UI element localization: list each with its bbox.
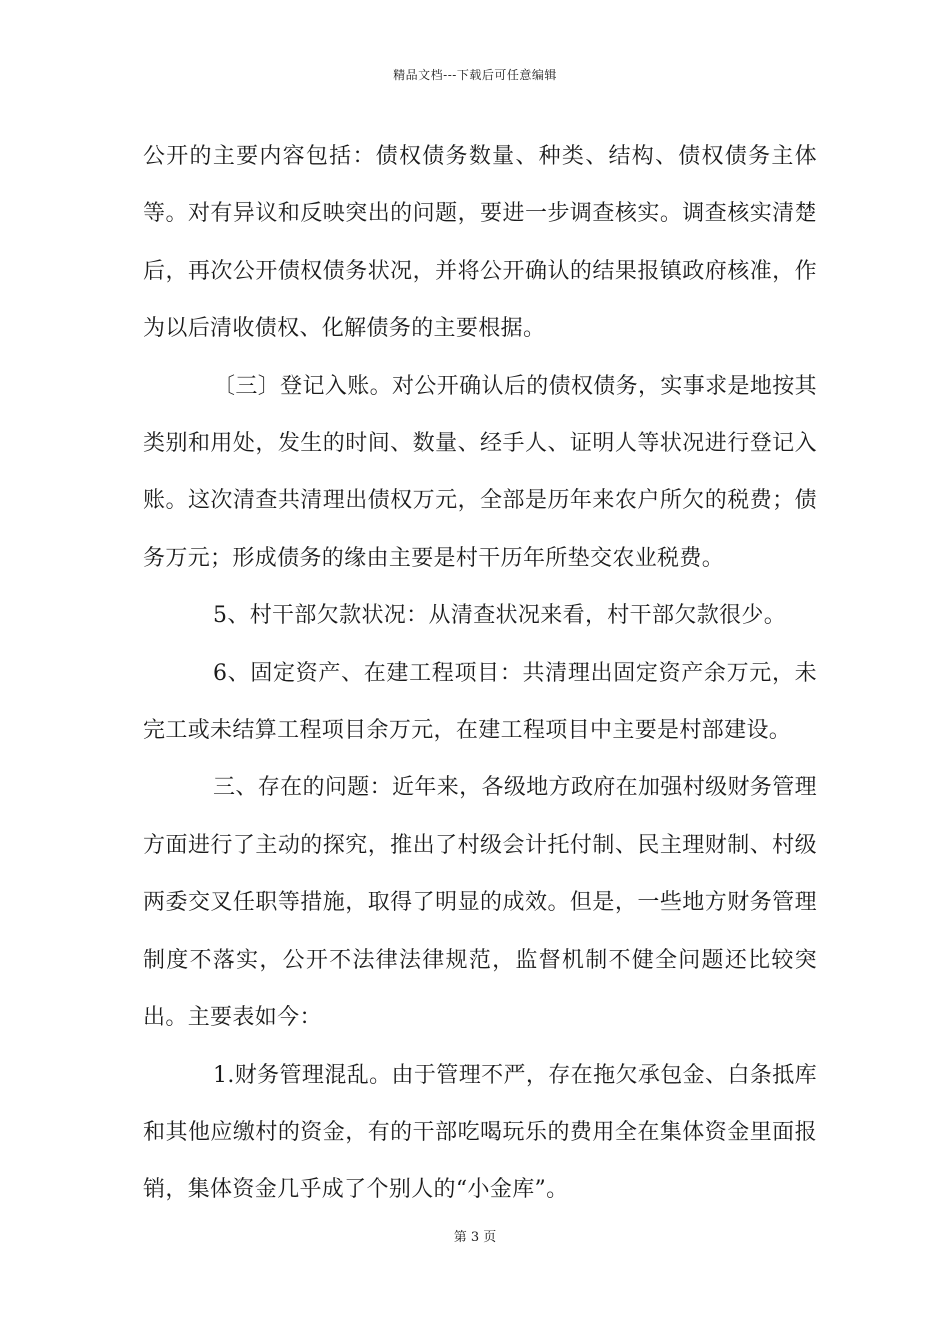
paragraph-debt-content: 公开的主要内容包括：债权债务数量、种类、结构、债权债务主体等。对有异议和反映突出的问题，要进一步调查核实。调查核实清楚后，再次公开债权债务状况，并将公开确认的结果报镇政府核准，作为以后清收债权、化解债务的主要根据。 [143, 144, 817, 342]
paragraph-problems: 三、存在的问题：近年来，各级地方政府在加强村级财务管理方面进行了主动的探究，推出了村级会计托付制、民主理财制、村级两委交叉任职等措施，取得了明显的成效。但是，一些地方财务管理制度不落实，公开不法律法律规范，监督机制不健全问题还比较突出。主要表如今： [143, 775, 817, 1031]
page-number: 第 3 页 [453, 1230, 497, 1245]
document-body [143, 128, 817, 1219]
paragraph-registration: 〔三〕登记入账。对公开确认后的债权债务，实事求是地按其类别和用处，发生的时间、数量、经手人、证明人等状况进行登记入账。这次清查共清理出债权万元，全部是历年来农户所欠的税费；债务万元；形成债务的缘由主要是村干历年所垫交农业税费。 [143, 373, 817, 571]
paragraph-cadre-debts: 5、村干部欠款状况：从清查状况来看，村干部欠款很少。 [213, 603, 787, 629]
paragraph-finance-chaos: 1.财务管理混乱。由于管理不严，存在拖欠承包金、白条抵库和其他应缴村的资金，有的干部吃喝玩乐的费用全在集体资金里面报销，集体资金几乎成了个别人的“小金库”。 [143, 1062, 817, 1203]
paragraph-fixed-assets: 6、固定资产、在建工程项目：共清理出固定资产余万元，未完工或未结算工程项目余万元，在建工程项目中主要是村部建设。 [143, 660, 817, 744]
page-header: 精品文档---下载后可任意编辑 [393, 68, 557, 82]
